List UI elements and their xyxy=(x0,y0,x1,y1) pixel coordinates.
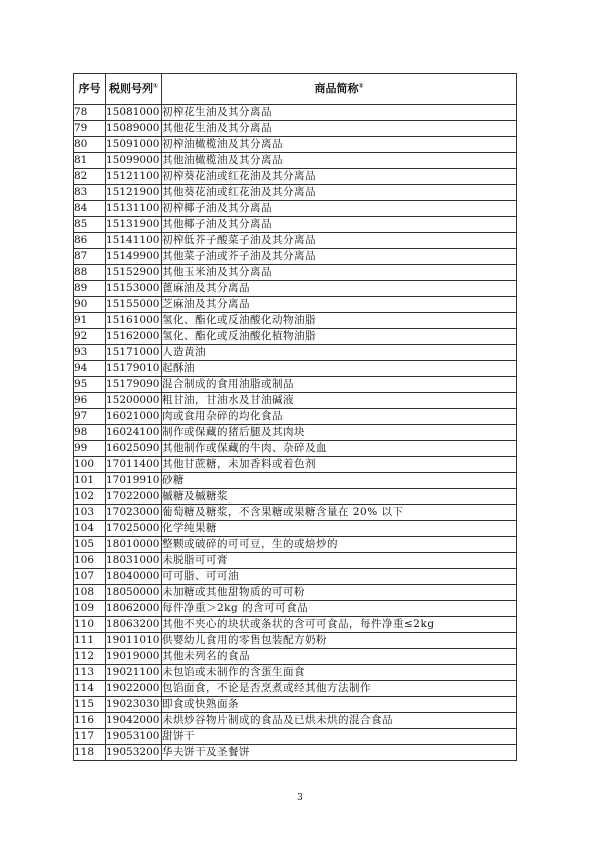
row-seq: 91 xyxy=(74,313,106,329)
row-code: 18050000 xyxy=(106,585,162,601)
row-code: 15131900 xyxy=(106,217,162,233)
table-row xyxy=(74,329,517,345)
row-code: 15149900 xyxy=(106,249,162,265)
row-name: 未包馅或未制作的含蛋生面食 xyxy=(162,665,517,681)
row-seq: 118 xyxy=(74,745,106,761)
table-row xyxy=(74,345,517,361)
row-name: 供婴幼儿食用的零售包装配方奶粉 xyxy=(162,633,517,649)
row-seq: 94 xyxy=(74,361,106,377)
row-seq: 89 xyxy=(74,281,106,297)
table-row xyxy=(74,425,517,441)
row-seq: 115 xyxy=(74,697,106,713)
table-row xyxy=(74,505,517,521)
row-code: 19053200 xyxy=(106,745,162,761)
row-name: 粗甘油，甘油水及甘油碱液 xyxy=(162,393,517,409)
row-code: 19053100 xyxy=(106,729,162,745)
row-seq: 83 xyxy=(74,185,106,201)
table-row xyxy=(74,153,517,169)
table-row xyxy=(74,457,517,473)
table-row xyxy=(74,489,517,505)
row-seq: 110 xyxy=(74,617,106,633)
row-seq: 100 xyxy=(74,457,106,473)
row-seq: 98 xyxy=(74,425,106,441)
row-name: 其他花生油及其分离品 xyxy=(162,121,517,137)
row-code: 15121100 xyxy=(106,169,162,185)
row-code: 15171000 xyxy=(106,345,162,361)
row-name: 未烘炒谷物片制成的食品及已烘未烘的混合食品 xyxy=(162,713,517,729)
row-code: 15200000 xyxy=(106,393,162,409)
row-code: 15162000 xyxy=(106,329,162,345)
table-row xyxy=(74,745,517,761)
row-name: 初榨油橄榄油及其分离品 xyxy=(162,137,517,153)
header-seq: 序号 xyxy=(74,74,106,105)
table-row xyxy=(74,169,517,185)
row-name: 甜饼干 xyxy=(162,729,517,745)
row-name: 氢化、酯化或反油酸化植物油脂 xyxy=(162,329,517,345)
row-seq: 80 xyxy=(74,137,106,153)
table-row xyxy=(74,409,517,425)
table-row xyxy=(74,665,517,681)
row-name: 初榨椰子油及其分离品 xyxy=(162,201,517,217)
table-row xyxy=(74,537,517,553)
table-row xyxy=(74,297,517,313)
row-name: 其他制作或保藏的牛肉、杂碎及血 xyxy=(162,441,517,457)
row-seq: 81 xyxy=(74,153,106,169)
row-seq: 112 xyxy=(74,649,106,665)
row-seq: 101 xyxy=(74,473,106,489)
table-row xyxy=(74,713,517,729)
table-row xyxy=(74,569,517,585)
row-code: 18063200 xyxy=(106,617,162,633)
header-name: 商品简称② xyxy=(162,74,517,105)
row-code: 17023000 xyxy=(106,505,162,521)
row-seq: 78 xyxy=(74,105,106,121)
table-row xyxy=(74,649,517,665)
row-name: 其他油橄榄油及其分离品 xyxy=(162,153,517,169)
row-seq: 95 xyxy=(74,377,106,393)
row-seq: 116 xyxy=(74,713,106,729)
row-seq: 96 xyxy=(74,393,106,409)
table-row xyxy=(74,617,517,633)
row-code: 17022000 xyxy=(106,489,162,505)
table-row xyxy=(74,233,517,249)
row-seq: 93 xyxy=(74,345,106,361)
row-name: 初榨低芥子酸菜子油及其分离品 xyxy=(162,233,517,249)
row-seq: 109 xyxy=(74,601,106,617)
row-name: 其他玉米油及其分离品 xyxy=(162,265,517,281)
row-code: 17025000 xyxy=(106,521,162,537)
row-code: 18031000 xyxy=(106,553,162,569)
row-name: 制作或保藏的猪后腿及其肉块 xyxy=(162,425,517,441)
row-name: 蓖麻油及其分离品 xyxy=(162,281,517,297)
table-row xyxy=(74,217,517,233)
table-row xyxy=(74,553,517,569)
tariff-table xyxy=(73,73,517,761)
row-code: 16025090 xyxy=(106,441,162,457)
row-name: 混合制成的食用油脂或制品 xyxy=(162,377,517,393)
row-code: 17011400 xyxy=(106,457,162,473)
row-name: 初榨葵花油或红花油及其分离品 xyxy=(162,169,517,185)
table-row xyxy=(74,249,517,265)
table-row xyxy=(74,313,517,329)
row-seq: 102 xyxy=(74,489,106,505)
table-row xyxy=(74,601,517,617)
table-row xyxy=(74,361,517,377)
row-name: 氢化、酯化或反油酸化动物油脂 xyxy=(162,313,517,329)
row-name: 整颗或破碎的可可豆，生的或焙炒的 xyxy=(162,537,517,553)
table-row xyxy=(74,729,517,745)
row-name: 其他菜子油或芥子油及其分离品 xyxy=(162,249,517,265)
row-seq: 114 xyxy=(74,681,106,697)
row-seq: 99 xyxy=(74,441,106,457)
row-name: 人造黄油 xyxy=(162,345,517,361)
row-code: 19019000 xyxy=(106,649,162,665)
row-seq: 79 xyxy=(74,121,106,137)
row-name: 即食或快熟面条 xyxy=(162,697,517,713)
row-name: 未加糖或其他甜物质的可可粉 xyxy=(162,585,517,601)
row-seq: 87 xyxy=(74,249,106,265)
row-seq: 106 xyxy=(74,553,106,569)
row-name: 其他甘蔗糖，未加香料或着色剂 xyxy=(162,457,517,473)
table-row xyxy=(74,121,517,137)
row-name: 可可脂、可可油 xyxy=(162,569,517,585)
row-name: 其他葵花油或红花油及其分离品 xyxy=(162,185,517,201)
row-seq: 113 xyxy=(74,665,106,681)
row-seq: 117 xyxy=(74,729,106,745)
header-name-note: ② xyxy=(358,82,364,90)
row-name: 其他椰子油及其分离品 xyxy=(162,217,517,233)
table-row xyxy=(74,441,517,457)
row-code: 19011010 xyxy=(106,633,162,649)
table-row xyxy=(74,185,517,201)
row-name: 华夫饼干及圣餐饼 xyxy=(162,745,517,761)
table-row xyxy=(74,473,517,489)
row-code: 15099000 xyxy=(106,153,162,169)
row-seq: 111 xyxy=(74,633,106,649)
row-seq: 90 xyxy=(74,297,106,313)
row-name: 化学纯果糖 xyxy=(162,521,517,537)
row-code: 16024100 xyxy=(106,425,162,441)
row-code: 19023030 xyxy=(106,697,162,713)
row-code: 19022000 xyxy=(106,681,162,697)
table-row xyxy=(74,393,517,409)
row-seq: 85 xyxy=(74,217,106,233)
row-code: 18010000 xyxy=(106,537,162,553)
row-name: 葡萄糖及糖浆，不含果糖或果糖含量在 20% 以下 xyxy=(162,505,517,521)
row-code: 18040000 xyxy=(106,569,162,585)
row-code: 16021000 xyxy=(106,409,162,425)
row-seq: 108 xyxy=(74,585,106,601)
table-row xyxy=(74,585,517,601)
table-row xyxy=(74,377,517,393)
row-code: 15153000 xyxy=(106,281,162,297)
row-seq: 88 xyxy=(74,265,106,281)
table-row xyxy=(74,137,517,153)
table-row xyxy=(74,105,517,121)
row-seq: 97 xyxy=(74,409,106,425)
row-code: 15121900 xyxy=(106,185,162,201)
table-row xyxy=(74,521,517,537)
table-row xyxy=(74,681,517,697)
row-code: 15081000 xyxy=(106,105,162,121)
table-row xyxy=(74,697,517,713)
row-name: 起酥油 xyxy=(162,361,517,377)
row-code: 15141100 xyxy=(106,233,162,249)
table-row xyxy=(74,281,517,297)
table-row xyxy=(74,265,517,281)
row-code: 17019910 xyxy=(106,473,162,489)
row-seq: 84 xyxy=(74,201,106,217)
row-code: 15091000 xyxy=(106,137,162,153)
row-code: 15179090 xyxy=(106,377,162,393)
row-name: 未脱脂可可膏 xyxy=(162,553,517,569)
row-name: 槭糖及槭糖浆 xyxy=(162,489,517,505)
row-seq: 107 xyxy=(74,569,106,585)
table-row xyxy=(74,201,517,217)
row-code: 15161000 xyxy=(106,313,162,329)
row-name: 砂糖 xyxy=(162,473,517,489)
table-body xyxy=(74,105,517,761)
row-name: 初榨花生油及其分离品 xyxy=(162,105,517,121)
row-name: 芝麻油及其分离品 xyxy=(162,297,517,313)
row-code: 15155000 xyxy=(106,297,162,313)
table-row xyxy=(74,633,517,649)
row-seq: 103 xyxy=(74,505,106,521)
row-seq: 82 xyxy=(74,169,106,185)
row-seq: 104 xyxy=(74,521,106,537)
table-header-row xyxy=(74,74,517,105)
row-code: 15131100 xyxy=(106,201,162,217)
row-name: 每件净重＞2kg 的含可可食品 xyxy=(162,601,517,617)
row-code: 19021100 xyxy=(106,665,162,681)
row-code: 15089000 xyxy=(106,121,162,137)
row-code: 15179010 xyxy=(106,361,162,377)
row-name: 包馅面食，不论是否烹煮或经其他方法制作 xyxy=(162,681,517,697)
row-seq: 105 xyxy=(74,537,106,553)
row-seq: 86 xyxy=(74,233,106,249)
row-name: 其他不夹心的块状或条状的含可可食品，每件净重≤2kg xyxy=(162,617,517,633)
row-seq: 92 xyxy=(74,329,106,345)
row-code: 18062000 xyxy=(106,601,162,617)
row-code: 15152900 xyxy=(106,265,162,281)
row-name: 其他未列名的食品 xyxy=(162,649,517,665)
row-code: 19042000 xyxy=(106,713,162,729)
header-code-note: ① xyxy=(152,82,159,90)
page-number: 3 xyxy=(297,793,303,803)
row-name: 肉或食用杂碎的均化食品 xyxy=(162,409,517,425)
header-code: 税则号列① xyxy=(106,74,162,105)
